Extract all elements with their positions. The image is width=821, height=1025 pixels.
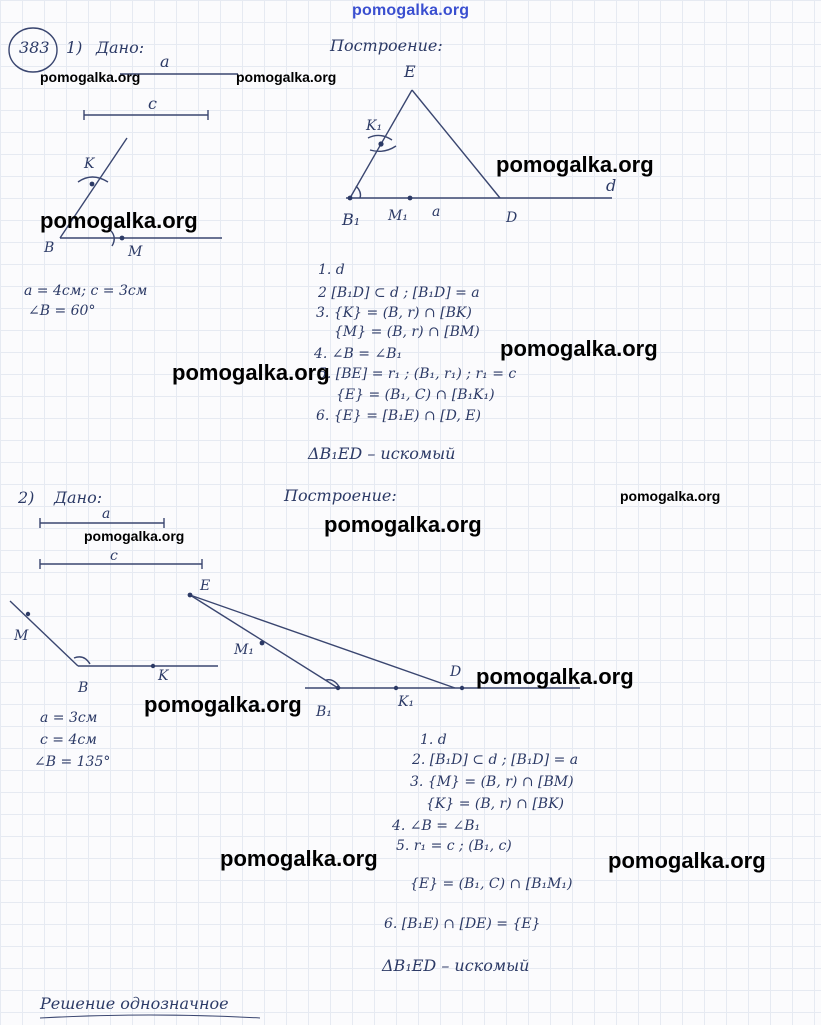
p1-label-m1: M₁ [388, 208, 408, 224]
p2-side-ed [190, 595, 455, 688]
watermark: pomogalka.org [40, 69, 141, 85]
p2-step-2: 2. [B₁D] ⊂ d ; [B₁D] = a [412, 752, 579, 768]
p2-label-d: D [450, 664, 462, 680]
part1-marker: 1) [66, 38, 83, 57]
p1-label-d: D [506, 210, 518, 226]
p1-step-5: 5. [BE] = r₁ ; (B₁, r₁) ; r₁ = c [318, 366, 517, 382]
p1-label-b: B [44, 240, 55, 256]
watermark: pomogalka.org [220, 846, 378, 871]
p1-conclusion: ΔB₁ED – искомый [308, 444, 456, 463]
watermark-header: pomogalka.org [352, 2, 470, 19]
p1-label-k1: K₁ [366, 118, 383, 134]
p2-label-m1: M₁ [234, 642, 254, 658]
p2-label-a: a [102, 506, 111, 522]
p2-conclusion: ΔB₁ED – искомый [382, 956, 530, 975]
p2-given-3: ∠B = 135° [34, 754, 111, 770]
p1-step-3: 3. {K} = (B, r) ∩ [BK) [316, 305, 472, 321]
p1-label-a: a [160, 52, 170, 71]
p2-label-m: M [14, 628, 29, 644]
part2-marker: 2) [18, 488, 35, 507]
p1-given-1: a = 4см; c = 3см [24, 283, 148, 299]
watermark: pomogalka.org [500, 336, 658, 361]
p1-step-2: 2 [B₁D] ⊂ d ; [B₁D] = a [318, 285, 480, 301]
p1-label-e: E [404, 62, 416, 81]
watermark: pomogalka.org [620, 488, 721, 504]
p2-label-b: B [78, 680, 89, 696]
p1-step-1: 1. d [318, 262, 345, 278]
p1-side-ed [412, 90, 500, 198]
p2-step-1: 1. d [420, 732, 447, 748]
watermark: pomogalka.org [236, 69, 337, 85]
p2-given-1: a = 3см [40, 710, 98, 726]
p1-label-b1: B₁ [342, 210, 361, 229]
p2-step-5: 5. r₁ = c ; (B₁, c) [396, 838, 512, 854]
p1-label-a2: a [432, 204, 441, 220]
p2-label-c: c [110, 548, 118, 564]
watermark: pomogalka.org [172, 360, 330, 385]
p2-side-b1e [190, 595, 338, 688]
part2-given-label: Дано: [54, 488, 103, 507]
watermark: pomogalka.org [476, 664, 634, 689]
p2-step-5b: {E} = (B₁, C) ∩ [B₁M₁) [410, 876, 573, 892]
p1-step-4: 4. ∠B = ∠B₁ [314, 346, 403, 362]
watermark: pomogalka.org [144, 692, 302, 717]
p2-label-k1: K₁ [398, 694, 415, 710]
p2-label-k: K [158, 668, 169, 684]
p2-step-4: 4. ∠B = ∠B₁ [392, 818, 481, 834]
p2-step-3: 3. {M} = (B, r) ∩ [BM) [410, 774, 574, 790]
watermark: pomogalka.org [40, 208, 198, 233]
p2-label-b1: B₁ [316, 704, 332, 720]
p2-step-6: 6. [B₁E) ∩ [DE) = {E} [384, 916, 541, 932]
p1-label-line-d: d [606, 176, 617, 195]
p1-given-2: ∠B = 60° [28, 303, 96, 319]
p2-given-2: c = 4см [40, 732, 97, 748]
p1-label-k: K [84, 156, 95, 172]
p1-step-6: 6. {E} = [B₁E) ∩ [D, E) [316, 408, 481, 424]
p2-angle-arc [74, 657, 90, 664]
watermark: pomogalka.org [84, 528, 185, 544]
part2-construction-label: Построение: [284, 486, 397, 505]
p2-label-e: E [200, 578, 211, 594]
p1-label-m: M [128, 244, 143, 260]
p1-angle-mark [356, 186, 361, 198]
watermark: pomogalka.org [324, 512, 482, 537]
p1-step-5b: {E} = (B₁, C) ∩ [B₁K₁) [336, 387, 495, 403]
p1-label-c: c [148, 94, 157, 113]
watermark: pomogalka.org [496, 152, 654, 177]
problem-number: 383 [19, 38, 50, 57]
p1-step-3b: {M} = (B, r) ∩ [BM) [334, 324, 480, 340]
part1-construction-label: Построение: [330, 36, 443, 55]
footer-note: Решение однозначное [40, 994, 229, 1013]
p1-arc [78, 177, 108, 182]
p2-step-3b: {K} = (B, r) ∩ [BK) [426, 796, 565, 812]
watermark: pomogalka.org [608, 848, 766, 873]
part1-given-label: Дано: [96, 38, 145, 57]
